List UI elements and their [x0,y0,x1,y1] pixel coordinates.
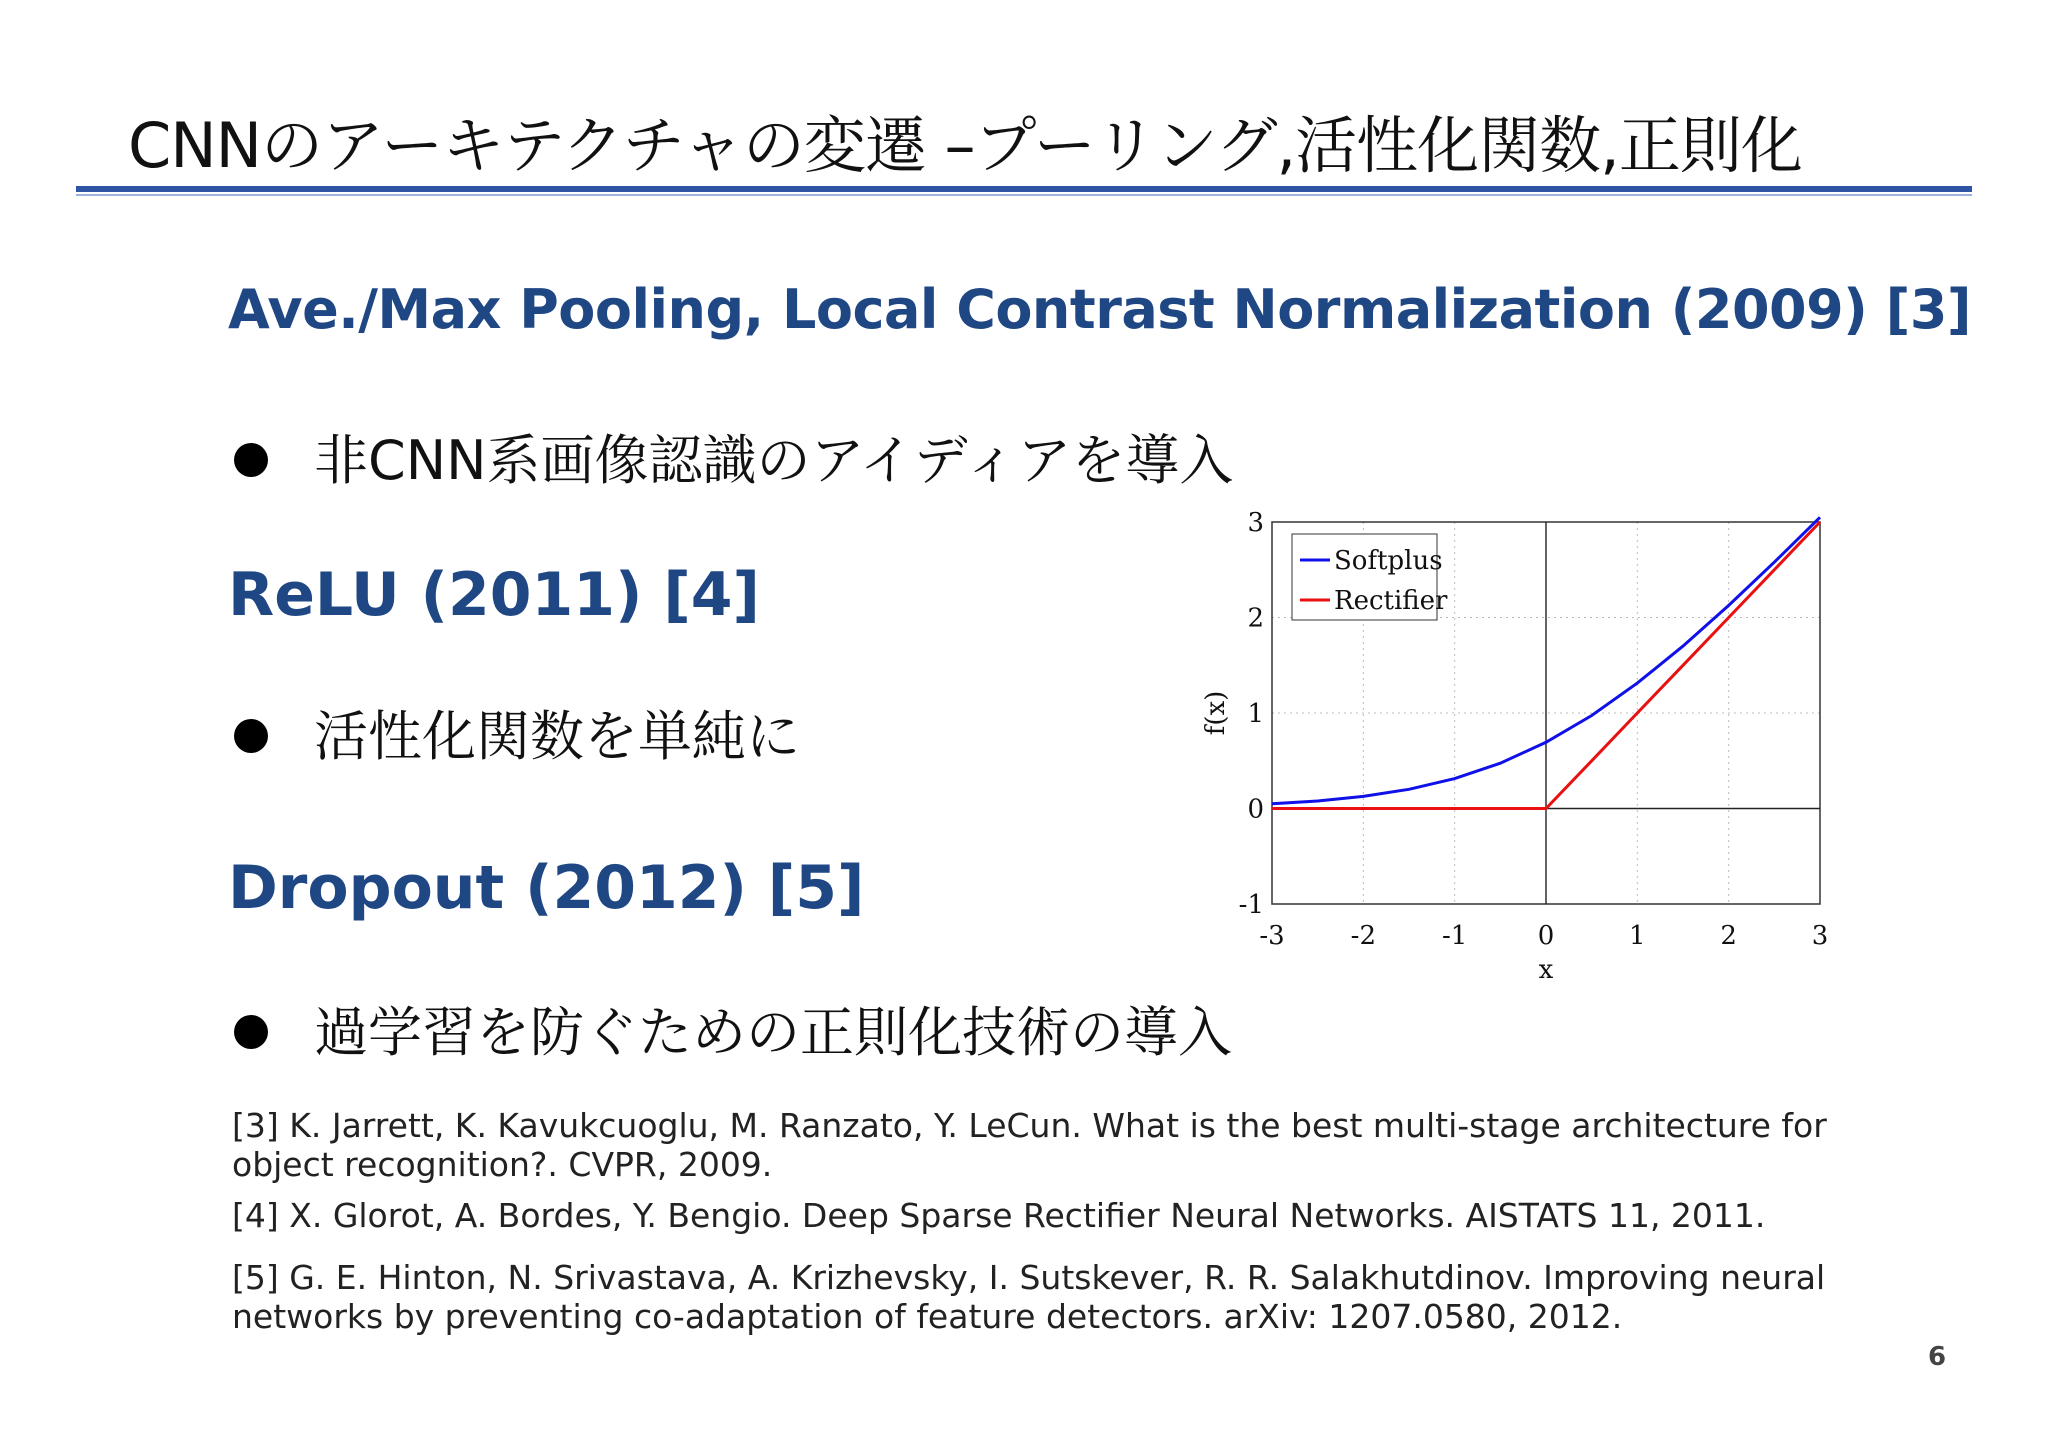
reference-3: [3] K. Jarrett, K. Kavukcuoglu, M. Ranzato, Y. LeCun. What is the best multi-stage architecture for object recognition?. CVPR, 2009. [232,1106,1827,1184]
page-number: 6 [1928,1342,1947,1372]
x-tick-label: -1 [1442,921,1468,951]
x-tick-label: 1 [1629,921,1646,951]
x-tick-label: 0 [1537,921,1555,951]
reference-5: [5] G. E. Hinton, N. Srivastava, A. Krizhevsky, I. Sutskever, R. R. Salakhutdinov. Improving neural networks by preventing co-adaptation of feature detectors. arXiv: 1207.0580, 2012. [232,1258,1826,1336]
section-heading-relu: ReLU (2011) [4] [228,560,760,630]
y-tick-label: 1 [1247,699,1264,729]
legend-label: Softplus [1334,546,1443,576]
bullet-relu [234,694,800,771]
bullet-text: 非CNN系画像認識のアイディアを導入 [314,429,1234,492]
y-tick-label: 3 [1247,508,1264,538]
y-tick-label: 0 [1247,794,1264,825]
bullet-dot-icon [234,719,268,753]
bullet-pooling [234,418,1233,495]
bullet-dot-icon [234,1015,268,1049]
bullet-text: 過学習を防ぐための正則化技術の導入 [314,1001,1232,1064]
x-tick-label: -2 [1350,921,1376,951]
bullet-text: 活性化関数を単純に [314,705,800,768]
y-tick-label: -1 [1238,890,1264,920]
y-axis-label: f(x) [1201,690,1231,736]
slide-title: CNNのアーキテクチャの変遷 –プーリング,活性化関数,正則化 [128,109,1802,182]
bullet-dot-icon [234,443,268,477]
title-divider [76,186,1972,192]
x-tick-label: -3 [1259,921,1285,951]
title-divider-thin [76,194,1972,196]
section-heading-pooling: Ave./Max Pooling, Local Contrast Normalization (2009) [3] [228,278,1972,341]
x-tick-label: 2 [1720,921,1737,951]
x-axis-label: x [1538,955,1554,985]
reference-4: [4] X. Glorot, A. Bordes, Y. Bengio. Deep Sparse Rectifier Neural Networks. AISTATS 11, 2011. [232,1196,1766,1235]
bullet-dropout [234,990,1232,1067]
legend-label: Rectifier [1334,586,1448,616]
x-tick-label: 3 [1811,921,1829,951]
section-heading-dropout: Dropout (2012) [5] [228,853,865,923]
y-tick-label: 2 [1247,603,1264,634]
activation-function-chart [1200,500,1840,990]
